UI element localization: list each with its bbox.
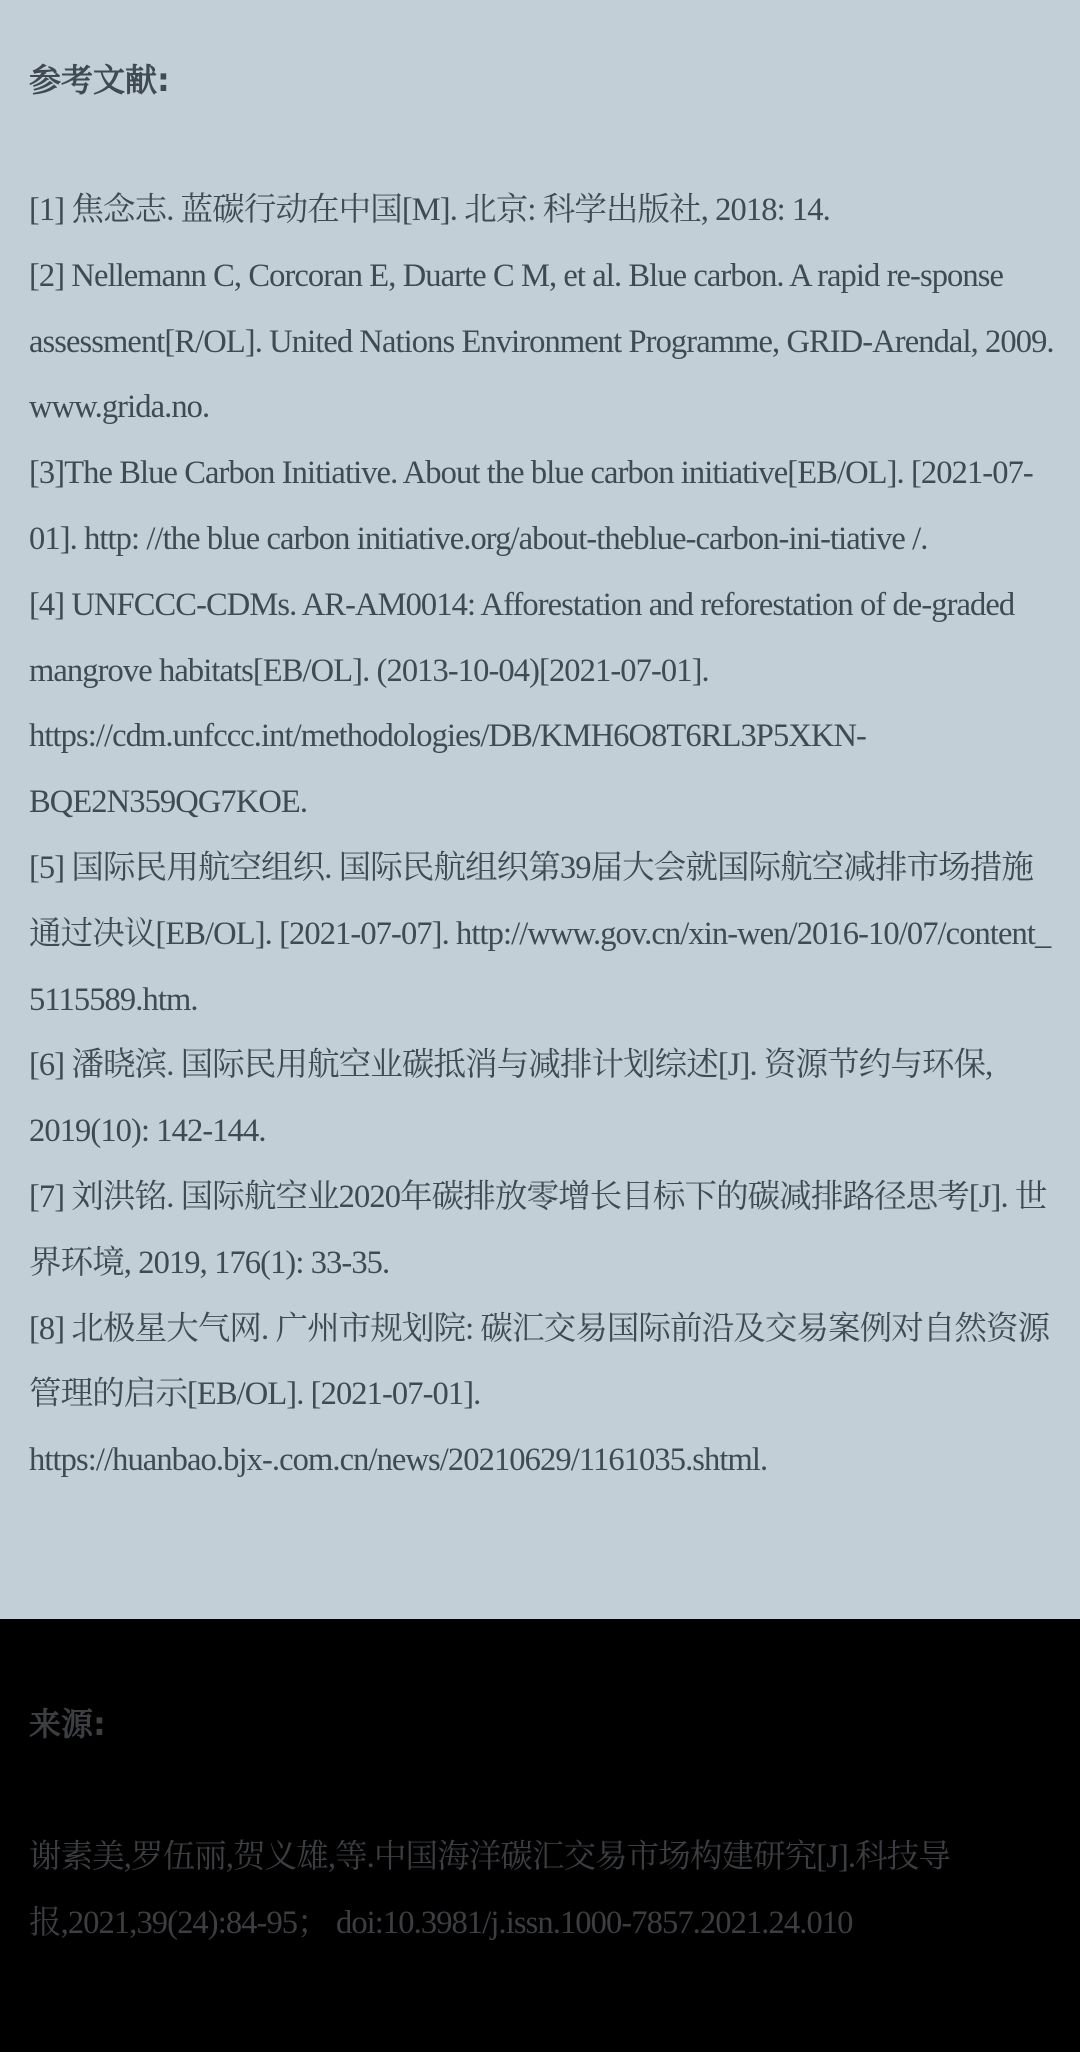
reference-item: [4] UNFCCC-CDMs. AR-AM0014: Afforestation and reforestation of de-graded mangrove habitats[EB/OL]. (2013-10-04)[2021-07-01]. https://cdm.unfccc.int/methodologies/DB/KMH6O8T6RL3P5XKN-BQE2N359QG7KOE.: [29, 586, 1015, 821]
reference-item: [8] 北极星大气网. 广州市规划院: 碳汇交易国际前沿及交易案例对自然资源管理的启示[EB/OL]. [2021-07-01]. https://huanbao.bjx-.com.cn/news/20210629/1161035.shtml.: [29, 1310, 1050, 1479]
reference-item: [7] 刘洪铭. 国际航空业2020年碳排放零增长目标下的碳减排路径思考[J]. 世界环境, 2019, 176(1): 33-35.: [29, 1178, 1047, 1281]
reference-item: [6] 潘晓滨. 国际民用航空业碳抵消与减排计划综述[J]. 资源节约与环保, 2019(10): 142-144.: [29, 1047, 993, 1150]
reference-item: [1] 焦念志. 蓝碳行动在中国[M]. 北京: 科学出版社, 2018: 14.: [29, 192, 830, 228]
references-heading: 参考文献:: [29, 61, 170, 99]
references-list: [29, 178, 1059, 1494]
reference-item: [3]The Blue Carbon Initiative. About the blue carbon initiative[EB/OL]. [2021-07-01]. http: //the blue carbon initiative.org/about-theblue-carbon-ini-tiative /.: [29, 455, 1033, 557]
source-citation: 谢素美,罗伍丽,贺义雄,等.中国海洋碳汇交易市场构建研究[J].科技导报,2021,39(24):84-95； doi:10.3981/j.issn.1000-7857.2021.24.010: [29, 1839, 950, 1941]
reference-item: [5] 国际民用航空组织. 国际民航组织第39届大会就国际航空减排市场措施通过决议[EB/OL]. [2021-07-07]. http://www.gov.cn/xin-wen/2016-10/07/content_ 5115589.htm.: [29, 849, 1051, 1018]
reference-item: [2] Nellemann C, Corcoran E, Duarte C M, et al. Blue carbon. A rapid re-sponse assessment[R/OL]. United Nations Environment Programme, GRID-Arendal, 2009. www.grida.no.: [29, 257, 1054, 426]
source-heading: 来源:: [29, 1705, 106, 1743]
